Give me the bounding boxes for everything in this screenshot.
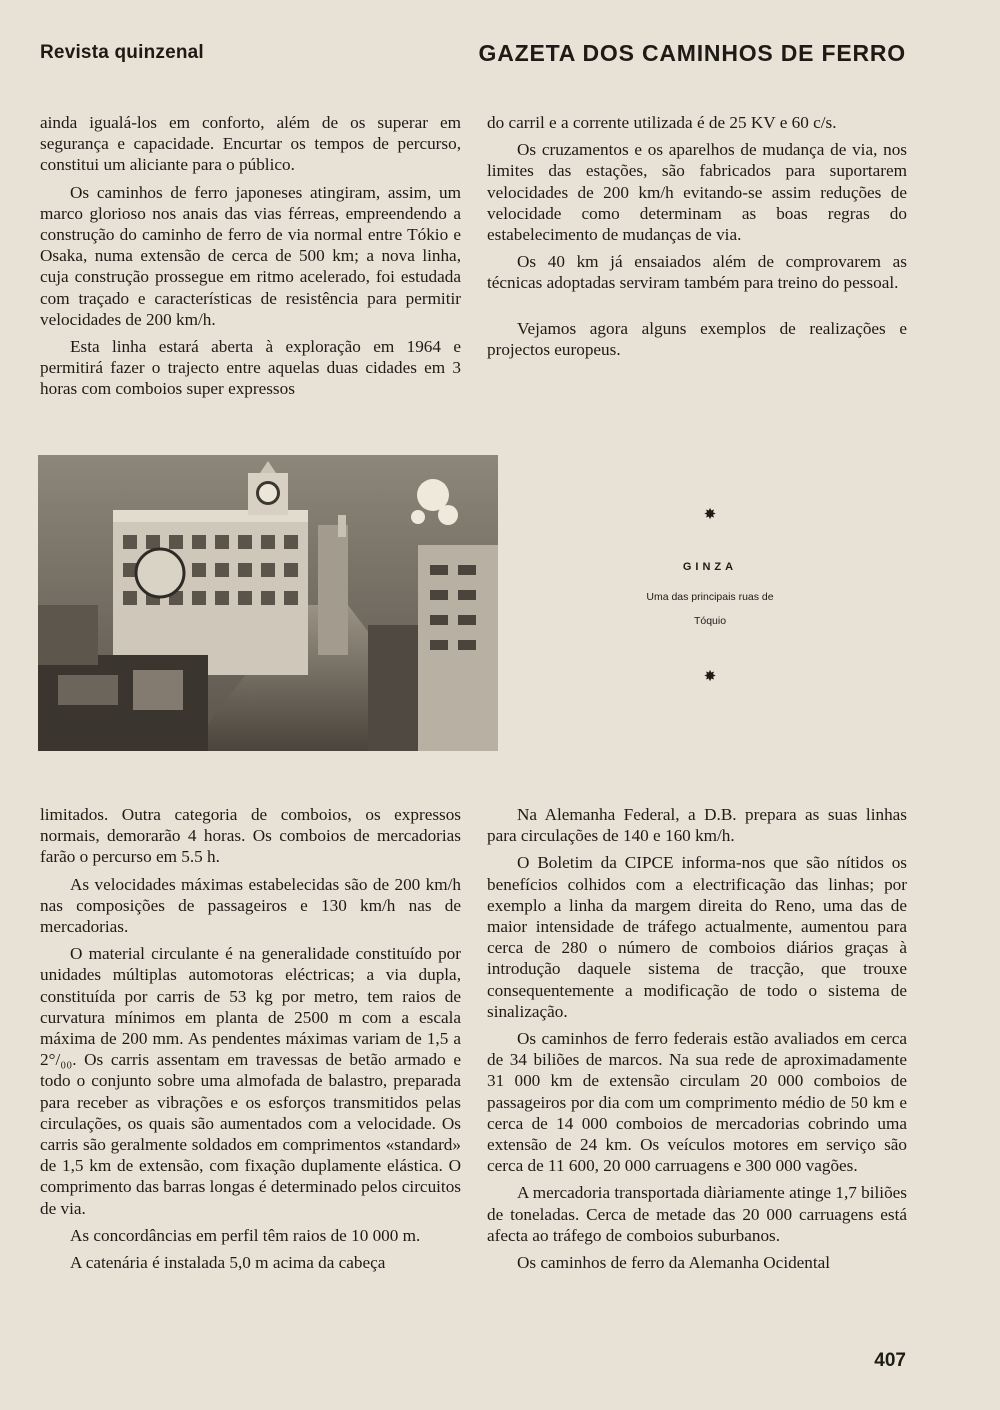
caption-subtitle-city: Tóquio (693, 615, 727, 627)
caption-title: GINZA (682, 561, 738, 573)
photo-caption (560, 505, 860, 685)
paragraph: limitados. Outra categoria de comboios, os expressos normais, demorarão 4 horas. Os comboios de mercadorias farão o percurso em 5.5 h. (40, 805, 461, 867)
paragraph: do carril e a corrente utilizada é de 25 KV e 60 c/s. (487, 113, 837, 132)
paragraph: As velocidades máximas estabelecidas são de 200 km/h nas composições de passageiros e 130 km/h nas de mercadorias. (40, 874, 461, 937)
paragraph: Os caminhos de ferro da Alemanha Ocidental (517, 1253, 831, 1273)
paragraph: O material circulante é na generalidade constituído por unidades múltiplas automotoras eléctricas; a via dupla, constituída por carris de 53 kg por metro, tem raios de curvatura mínimos em planta de 2500 m com a escala máxima de 200 mm. As pendentes máximas variam de 1,5 a 2°/₀₀. Os carris assentam em travessas de betão armado e todo o conjunto sobre uma almofada de balastro, preparada para receber as vibrações e os esforços transmitidos pelas circulações, os quais são aumentados com a velocidade. Os carris são geralmente soldados em comprimentos «standard» de 1,5 km de extensão, com fixação duplamente elástica. O comprimento das barras longas é determinado pelos circuitos de via. (40, 944, 461, 1218)
page-number: 407 (874, 1350, 906, 1371)
paragraph: Na Alemanha Federal, a D.B. prepara as suas linhas para circulações de 140 e 160 km/h. (487, 805, 907, 846)
text-column-top-right (487, 112, 907, 366)
ginza-street-photo (38, 455, 498, 751)
text-column-bottom-left (40, 804, 461, 1279)
header-publication-frequency: Revista quinzenal (40, 42, 204, 63)
paragraph: O Boletim da CIPCE informa-nos que são nítidos os benefícios colhidos com a electrificação das linhas; por exemplo a linha da margem direita do Reno, uma das de maior intensidade de tráfego actualmente, aumentou para cerca de 280 o número de comboios diários graças à introdução daquele sistema de tracção, que trouxe consequentemente a modificação de todo o sistema de sinalização. (487, 853, 907, 1021)
text-column-bottom-right (487, 804, 907, 1279)
ornament-star-bottom: ✸ (703, 668, 717, 685)
text-column-top-left (40, 112, 461, 406)
ornament-star-top: ✸ (703, 506, 717, 523)
paragraph: Esta linha estará aberta à exploração em 1964 e permitirá fazer o trajecto entre aquelas duas cidades em 3 horas com comboios super expressos (40, 337, 461, 399)
paragraph: As concordâncias em perfil têm raios de 10 000 m. (70, 1225, 421, 1245)
paragraph: Os caminhos de ferro japoneses atingiram, assim, um marco glorioso nos anais das vias férreas, empreendendo a construção do caminho de ferro de via normal entre Tókio e Osaka, numa extensão de cerca de 500 km; a nova linha, cuja construção prossegue em ritmo acelerado, foi estudada com traçado e características de resistência para permitir velocidades de 200 km/h. (40, 182, 461, 329)
paragraph: A mercadoria transportada diàriamente atinge 1,7 biliões de toneladas. Cerca de metade das 20 000 carruagens está afecta ao tráfego de comboios suburbanos. (487, 1183, 907, 1245)
paragraph: Vejamos agora alguns exemplos de realizações e projectos europeus. (487, 318, 907, 359)
paragraph: Os caminhos de ferro federais estão avaliados em cerca de 34 biliões de marcos. Na sua rede de aproximadamente 31 000 km de extensão circulam 20 000 comboios de passageiros por dia com um comprimento médio de 50 km e cerca de 14 000 comboios de mercadorias cobrindo uma extensão de 24 km. Os veículos motores em serviço são cerca de 11 600, 20 000 carruagens e 300 000 vagões. (487, 1029, 907, 1176)
paragraph: ainda igualá-los em conforto, além de os superar em segurança e capacidade. Encurtar os tempos de percurso, constitui um aliciante para o público. (40, 113, 461, 175)
header-magazine-title: GAZETA DOS CAMINHOS DE FERRO (478, 40, 906, 66)
paragraph: A catenária é instalada 5,0 m acima da cabeça (70, 1253, 386, 1273)
paragraph: Os cruzamentos e os aparelhos de mudança de via, nos limites das estações, são fabricados para suportarem velocidades de 200 km/h evitando-se assim reduções de velocidade como determinam as boas regras do estabelecimento de mudanças de via. (487, 140, 907, 245)
paragraph: Os 40 km já ensaiados além de comprovarem as técnicas adoptadas serviram também para treino do pessoal. (487, 252, 907, 293)
caption-subtitle: Uma das principais ruas de (646, 591, 774, 603)
